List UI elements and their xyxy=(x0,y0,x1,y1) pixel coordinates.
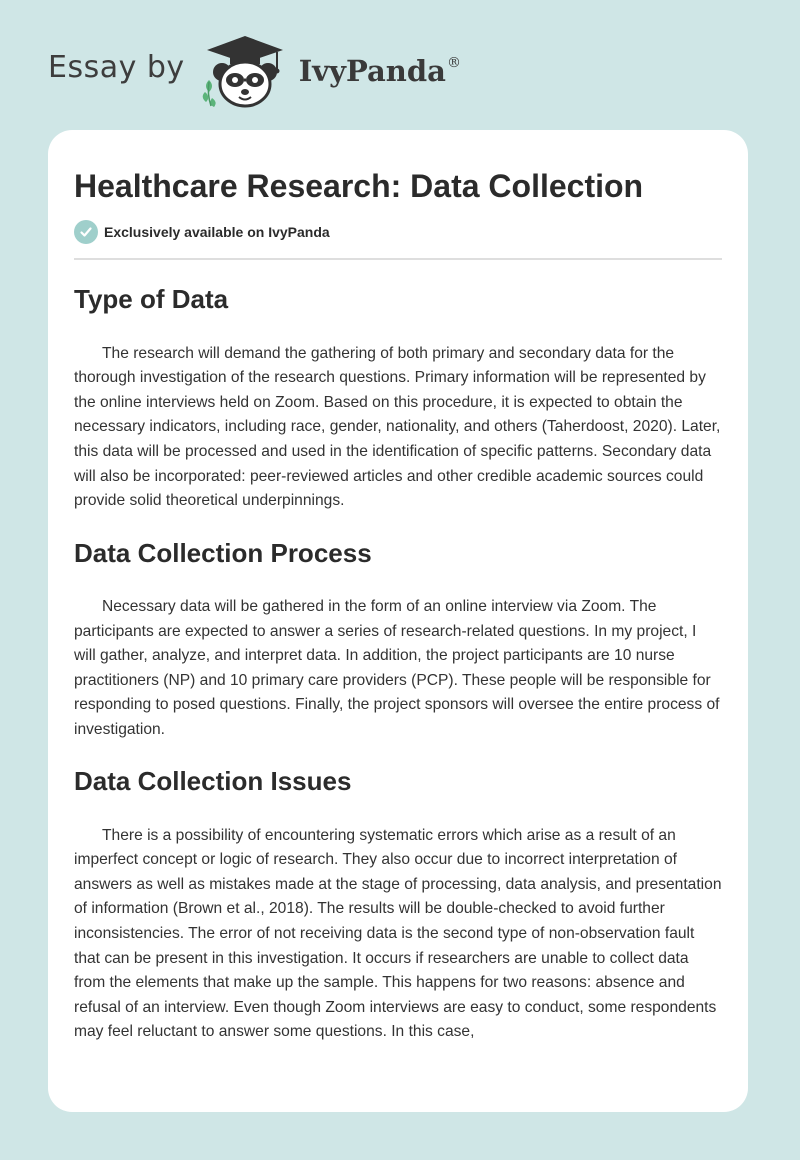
exclusive-badge xyxy=(74,220,722,244)
divider xyxy=(74,258,722,260)
section-paragraph-data-collection-issues: There is a possibility of encountering systematic errors which arise as a result of an imperfect concept or logic of research. They also occur due to incorrect interpretation of answers as well as mistakes made at the stage of processing, data analysis, and presentation of information (Brown et al., 2018). The results will be double-checked to avoid further inconsistencies. The error of not receiving data is the second type of non-observation fault that can be present in this investigation. It occurs if researchers are unable to collect data from the elements that make up the sample. This happens for two reasons: absence and refusal of an interview. Even though Zoom interviews are easy to conduct, some respondents may feel reluctant to answer some questions. In this case, xyxy=(74,826,722,1041)
section-heading-data-collection-issues: Data Collection Issues xyxy=(74,766,352,797)
section-paragraph-type-of-data: The research will demand the gathering of both primary and secondary data for the thorough investigation of the research questions. Primary information will be represented by the online interviews held on Zoom. Based on this procedure, it is expected to obtain the necessary indicators, including race, gender, nationality, and others (Taherdoost, 2020). Later, this data will be processed and used in the identification of specific patterns. Secondary data will also be incorporated: peer-reviewed articles and other credible academic sources could provide solid theoretical underpinnings. xyxy=(74,344,721,510)
ivypanda-logo-icon[interactable] xyxy=(199,30,291,110)
section-heading-data-collection-process: Data Collection Process xyxy=(74,537,372,568)
brand-name[interactable]: IvyPanda® xyxy=(298,54,461,88)
site-header xyxy=(48,30,548,110)
essay-by-label: Essay by xyxy=(48,49,185,85)
registered-mark: ® xyxy=(446,55,461,71)
section-heading-type-of-data: Type of Data xyxy=(74,284,229,315)
essay-card xyxy=(48,130,748,1112)
exclusive-text: Exclusively available on IvyPanda xyxy=(104,224,330,241)
check-circle-icon xyxy=(74,220,98,244)
section-paragraph-data-collection-process: Necessary data will be gathered in the form of an online interview via Zoom. The participants are expected to answer a series of research-related questions. In my project, I will gather, analyze, and interpret data. In addition, the project participants are 10 nurse practitioners (NP) and 10 primary care providers (PCP). These people will be responsible for responding to posed questions. Finally, the project sponsors will oversee the entire process of investigation. xyxy=(74,597,720,738)
page-title: Healthcare Research: Data Collection xyxy=(74,168,644,204)
